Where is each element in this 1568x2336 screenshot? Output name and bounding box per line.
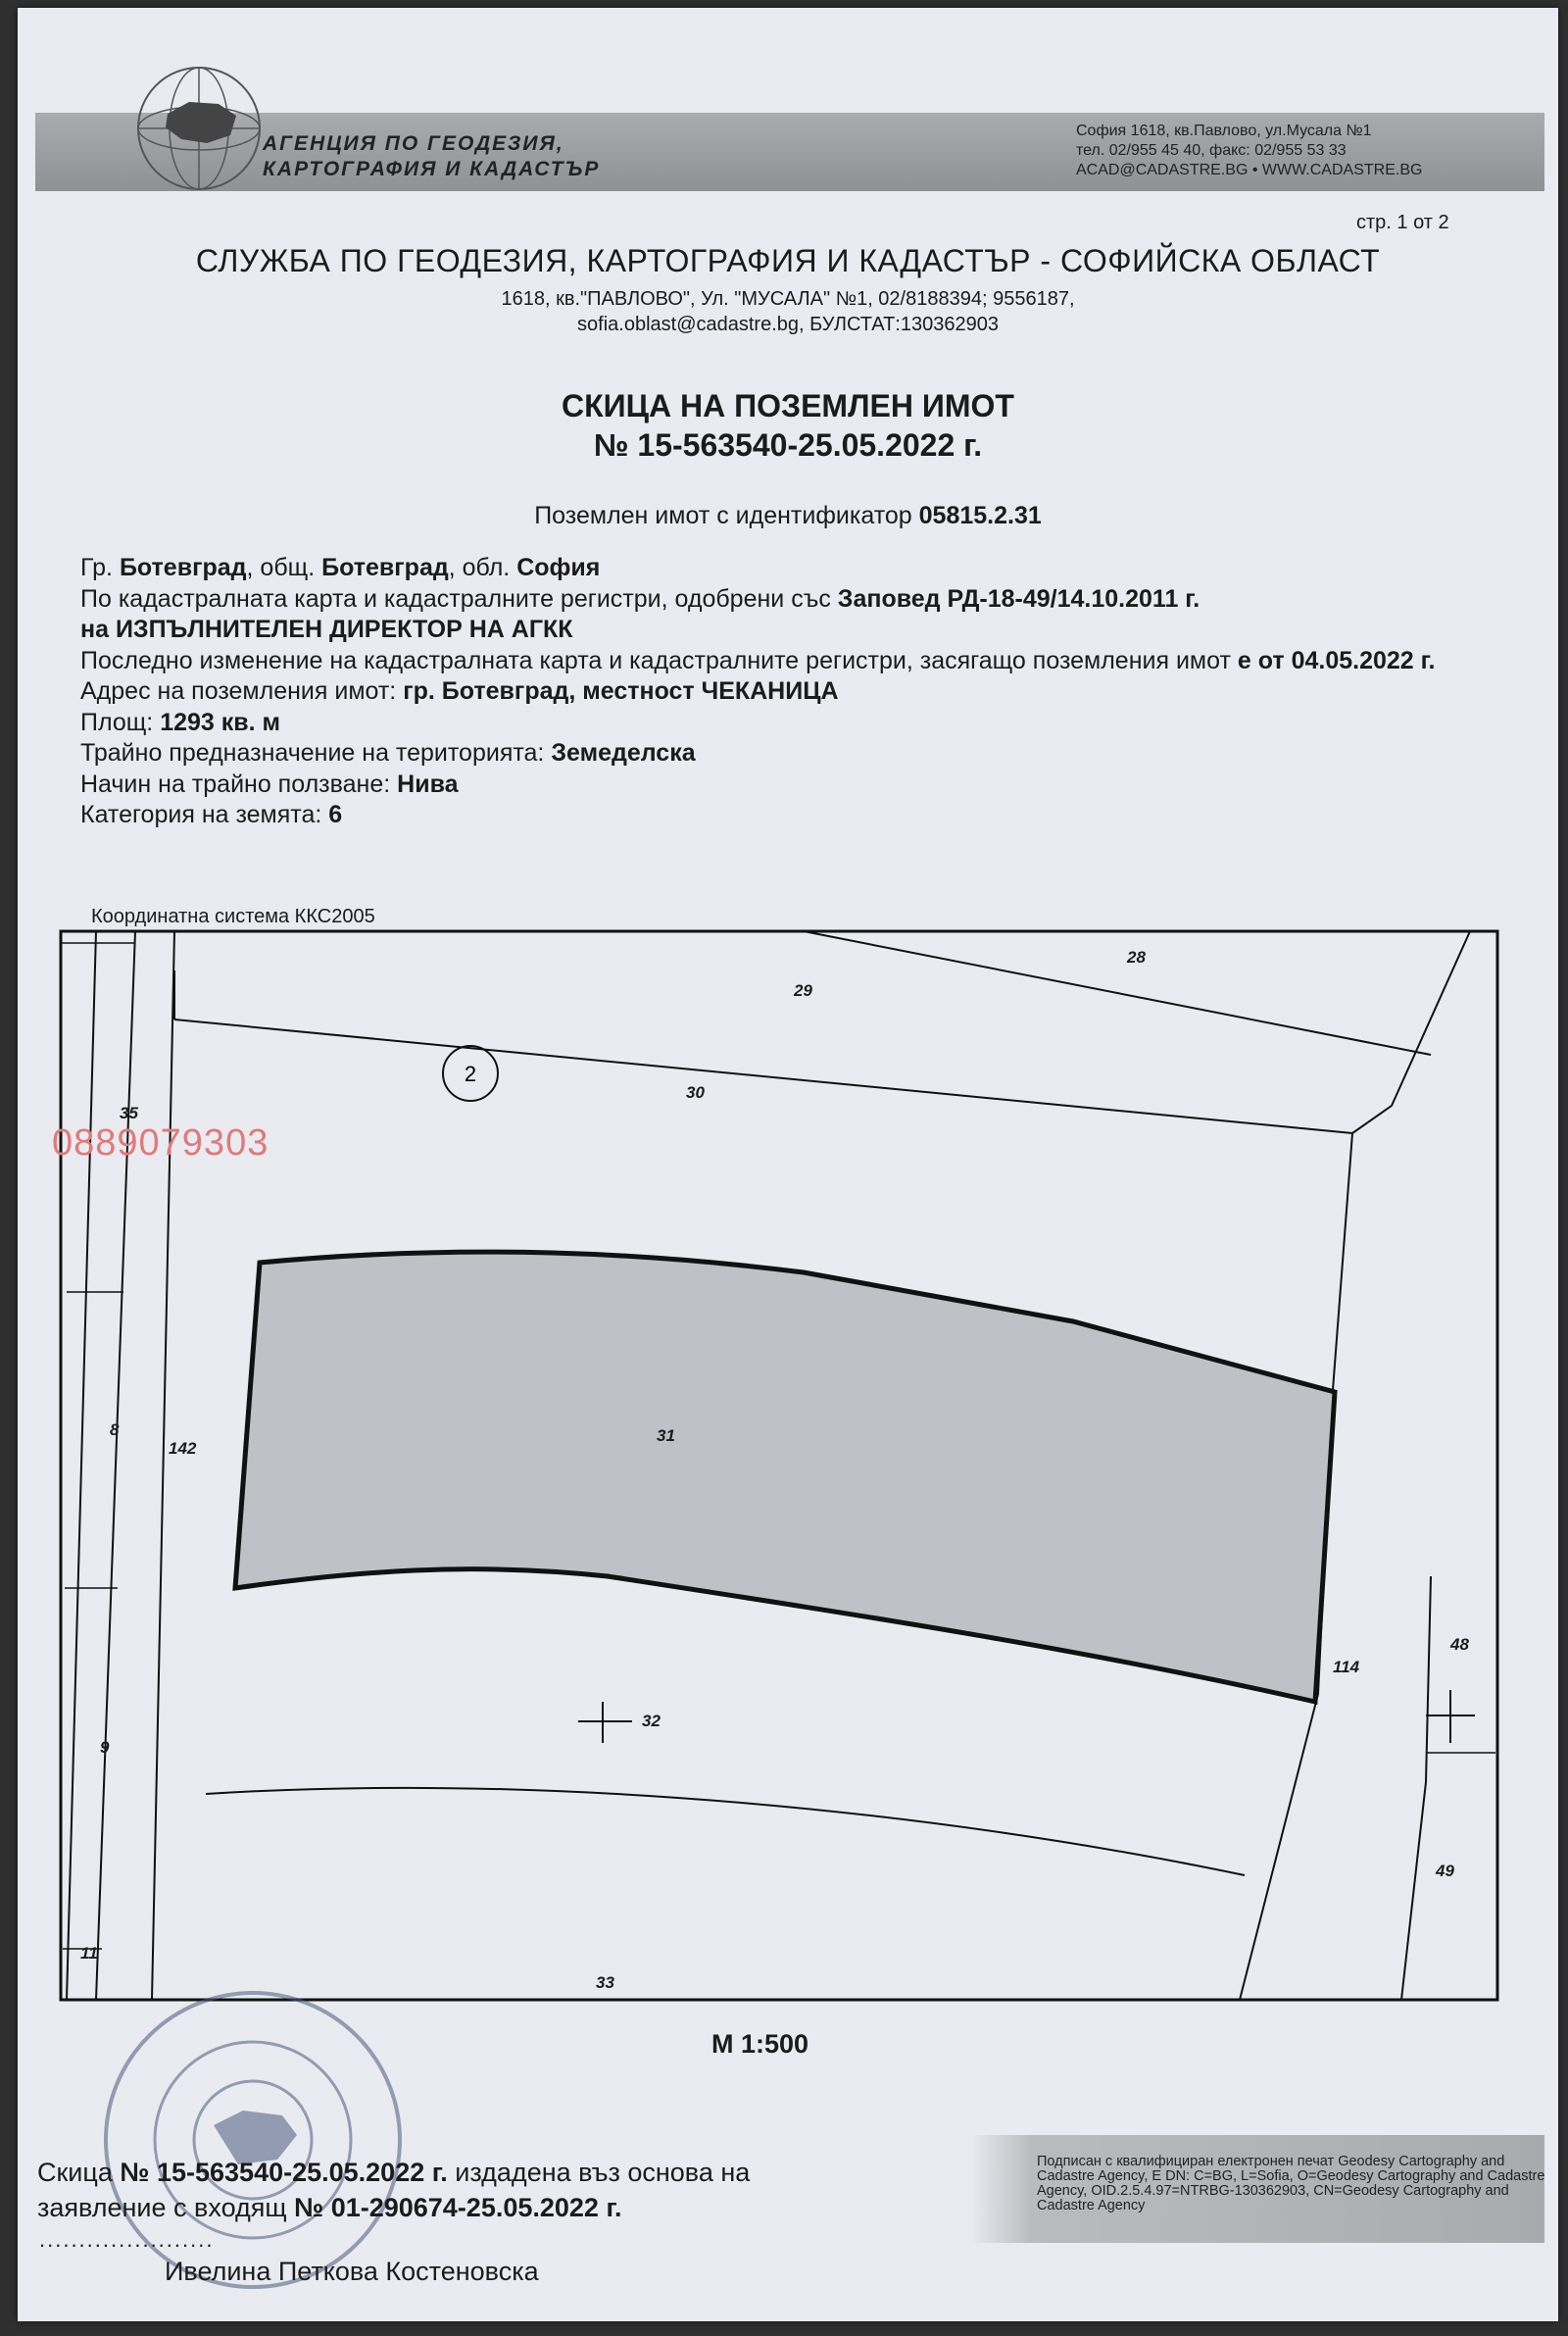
parcel-label-48: 48 xyxy=(1450,1635,1469,1654)
city-value: Ботевград xyxy=(119,554,247,581)
highlighted-parcel xyxy=(235,1252,1335,1702)
usage-line xyxy=(80,770,1511,801)
phone-watermark: 0889079303 xyxy=(52,1122,270,1164)
issued-number: № 15-563540-25.05.2022 г. xyxy=(120,2158,448,2187)
last-change-line xyxy=(80,646,1511,677)
issuance-statement xyxy=(37,2155,750,2225)
category-value: 6 xyxy=(328,801,343,828)
parcel-label-142: 142 xyxy=(169,1439,197,1458)
document-title xyxy=(18,386,1558,465)
parcel-label-9: 9 xyxy=(100,1738,110,1757)
region-value: София xyxy=(516,554,601,581)
purpose-line xyxy=(80,738,1511,770)
usage-label: Начин на трайно ползване: xyxy=(80,770,391,798)
identifier-line xyxy=(18,502,1558,530)
property-details xyxy=(80,553,1511,831)
address-value: гр. Ботевград, местност ЧЕКАНИЦА xyxy=(403,677,839,705)
request-prefix: заявление с входящ xyxy=(37,2193,287,2222)
contact-phone: тел. 02/955 45 40, факс: 02/955 53 33 xyxy=(1076,142,1347,159)
area-line xyxy=(80,708,1511,739)
basis-line xyxy=(80,584,1511,616)
parcel-label-11: 11 xyxy=(80,1944,98,1963)
survey-cross-2 xyxy=(1426,1690,1475,1743)
parcel-label-28: 28 xyxy=(1127,948,1146,967)
issuance-line-1 xyxy=(37,2155,750,2190)
parcel-label-29: 29 xyxy=(794,981,812,1000)
survey-cross-1 xyxy=(578,1702,632,1743)
agency-line-1: АГЕНЦИЯ ПО ГЕОДЕЗИЯ, xyxy=(263,132,564,155)
last-change-value: е от 04.05.2022 г. xyxy=(1237,646,1436,674)
area-value: 1293 кв. м xyxy=(160,708,281,736)
area-label: Площ: xyxy=(80,708,154,736)
map-scale: М 1:500 xyxy=(711,2029,809,2059)
location-line xyxy=(80,553,1511,584)
address-label: Адрес на поземления имот: xyxy=(80,677,397,705)
agency-contact xyxy=(1076,122,1468,180)
basis-issuer xyxy=(80,615,1511,646)
issued-prefix: Скица xyxy=(37,2158,113,2187)
basis-order: Заповед РД-18-49/14.10.2011 г. xyxy=(837,584,1200,613)
muni-value: Ботевград xyxy=(321,554,449,581)
basis-issuer-value: на ИЗПЪЛНИТЕЛЕН ДИРЕКТОР НА АГКК xyxy=(80,616,573,643)
purpose-value: Земеделска xyxy=(551,739,696,767)
office-address-line-1: 1618, кв."ПАВЛОВО", Ул. "МУСАЛА" №1, 02/8188394; 9556187, xyxy=(501,288,1075,310)
parcel-label-32: 32 xyxy=(642,1712,661,1730)
issued-mid: издадена въз основа на xyxy=(455,2158,751,2187)
agency-logo xyxy=(121,55,277,202)
parcel-label-114: 114 xyxy=(1333,1658,1360,1676)
parcel-label-30: 30 xyxy=(686,1083,705,1102)
address-line xyxy=(80,676,1511,708)
signer-name: Ивелина Петкова Костеновска xyxy=(165,2257,539,2286)
parcel-label-35: 35 xyxy=(120,1104,138,1122)
coordinate-system: Координатна система ККС2005 xyxy=(91,906,375,927)
region-label: , обл. xyxy=(448,554,511,581)
basis-label: По кадастралната карта и кадастралните регистри, одобрени със xyxy=(80,584,831,613)
identifier-label: Поземлен имот с идентификатор xyxy=(534,502,912,529)
contact-address: София 1618, кв.Павлово, ул.Мусала №1 xyxy=(1076,123,1372,139)
city-label: Гр. xyxy=(80,554,113,581)
usage-value: Нива xyxy=(397,770,459,798)
cadastral-map xyxy=(59,929,1499,2017)
parcel-label-31: 31 xyxy=(657,1426,675,1445)
category-label: Категория на земята: xyxy=(80,801,322,828)
parcel-label-8: 8 xyxy=(110,1420,120,1439)
title-text: СКИЦА НА ПОЗЕМЛЕН ИМОТ xyxy=(562,388,1014,423)
purpose-label: Трайно предназначение на територията: xyxy=(80,739,545,767)
identifier-value: 05815.2.31 xyxy=(918,502,1042,529)
parcel-label-49: 49 xyxy=(1436,1862,1454,1880)
request-number: № 01-290674-25.05.2022 г. xyxy=(294,2193,622,2222)
last-change-label: Последно изменение на кадастралната карта и кадастралните регистри, засягащо поземления имот xyxy=(80,646,1231,674)
circle-label: 2 xyxy=(464,1062,477,1086)
electronic-seal-note: Подписан с квалифициран електронен печат Geodesy Cartography and Cadastre Agency, E DN: C=BG, L=Sofia, O=Geodesy Cartography and Cadastre Agency, OID.2.5.4.97=NTRBG-130362903, CN=Geodesy Cartography and Cadastre Agency xyxy=(1037,2154,1545,2213)
parcel-label-33: 33 xyxy=(596,1973,614,1992)
office-address xyxy=(18,286,1558,337)
page-counter: стр. 1 от 2 xyxy=(1356,212,1449,233)
issuance-line-2 xyxy=(37,2190,750,2225)
office-address-line-2: sofia.oblast@cadastre.bg, БУЛСТАТ:130362903 xyxy=(577,314,999,335)
contact-web: ACAD@CADASTRE.BG • WWW.CADASTRE.BG xyxy=(1076,162,1423,178)
agency-line-2: КАРТОГРАФИЯ И КАДАСТЪР xyxy=(263,158,601,180)
category-line xyxy=(80,800,1511,831)
agency-name xyxy=(263,131,600,182)
signature-dots: ...................... xyxy=(39,2227,215,2252)
official-stamp xyxy=(57,1978,449,2302)
muni-label: , общ. xyxy=(246,554,316,581)
document-sheet xyxy=(18,8,1558,2321)
document-number: № 15-563540-25.05.2022 г. xyxy=(593,427,983,463)
office-name: СЛУЖБА ПО ГЕОДЕЗИЯ, КАРТОГРАФИЯ И КАДАСТЪР - СОФИЙСКА ОБЛАСТ xyxy=(195,243,1381,278)
